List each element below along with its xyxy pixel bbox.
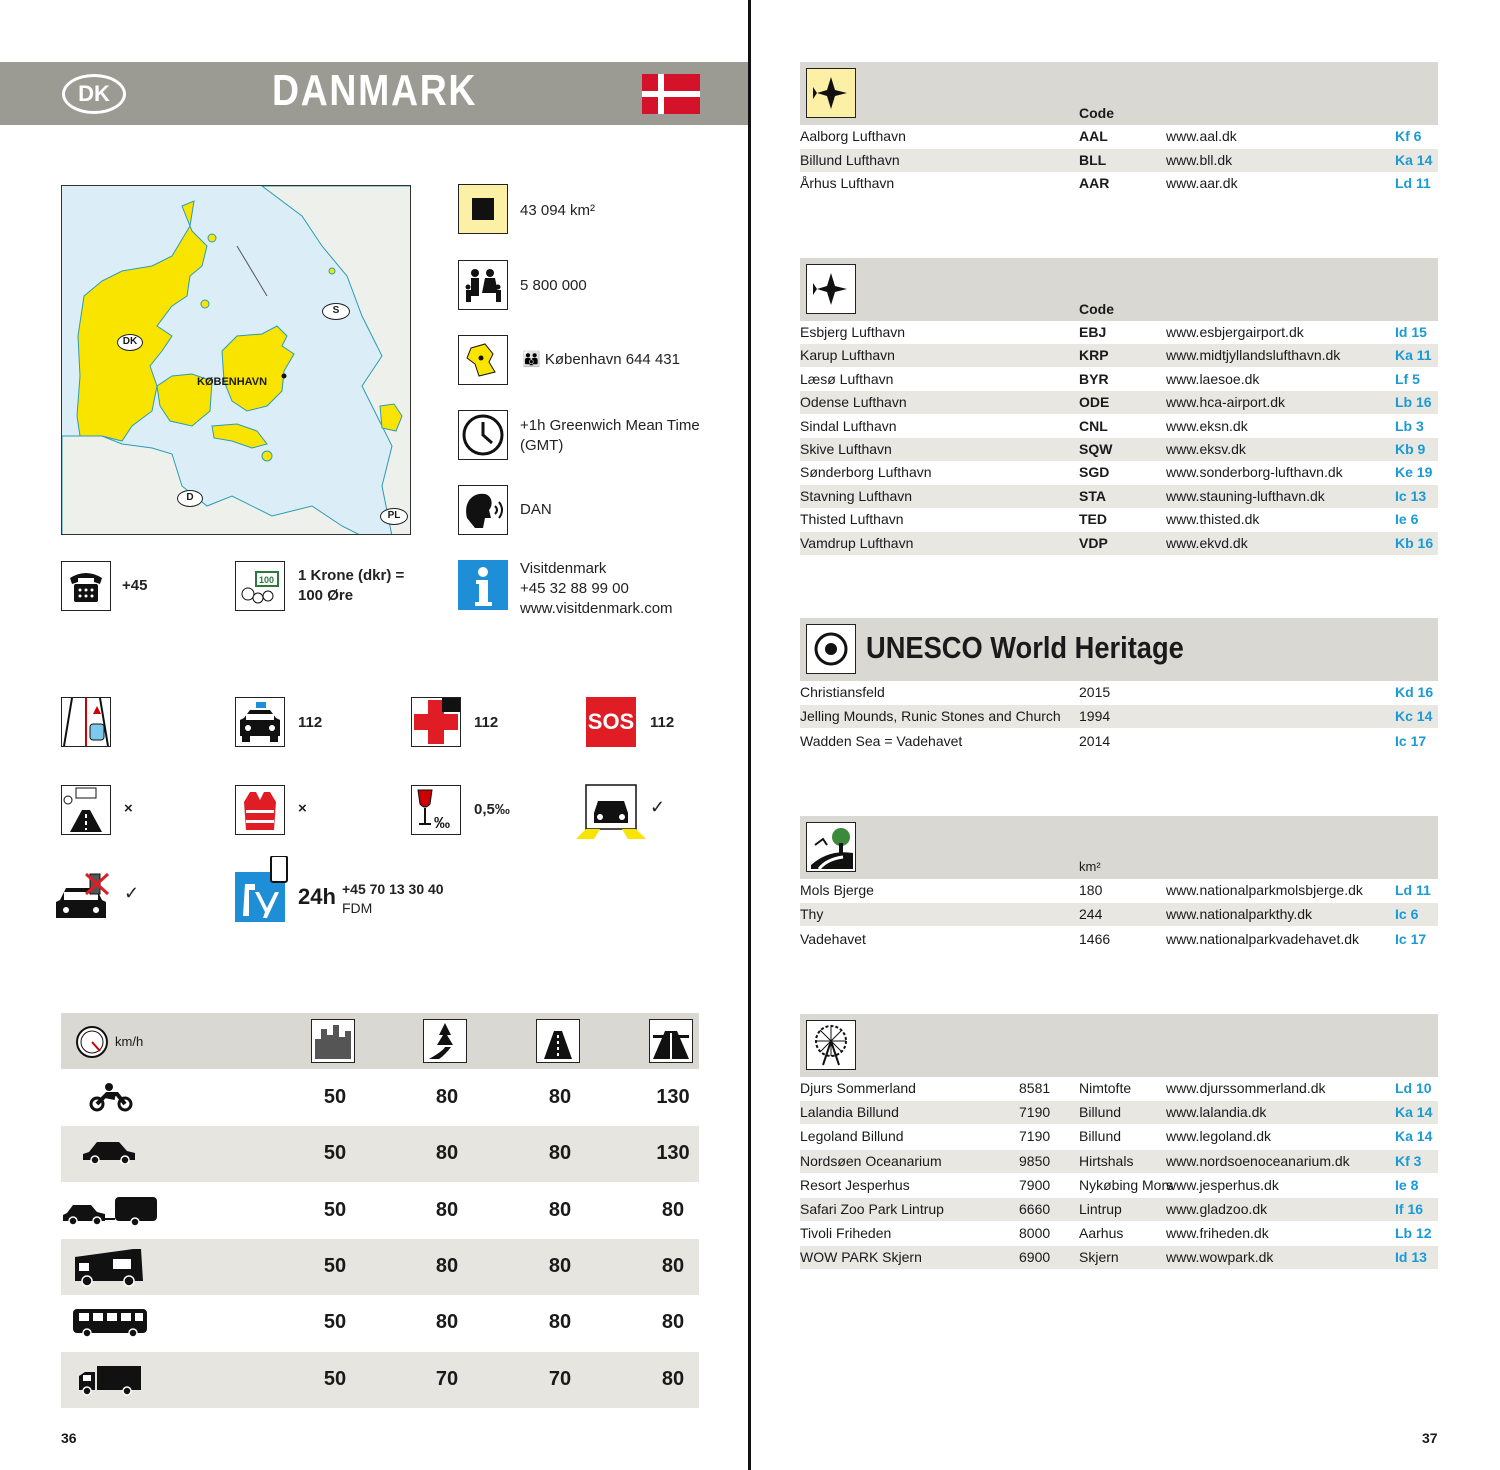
capital-value: 👪 København 644 431 bbox=[522, 351, 680, 368]
area-icon bbox=[458, 184, 508, 234]
table-row bbox=[800, 485, 1438, 508]
attraction-website[interactable]: www.friheden.dk bbox=[1166, 1225, 1269, 1242]
town-name: Billund bbox=[1079, 1128, 1122, 1145]
town-name: Nimtofte bbox=[1079, 1080, 1132, 1096]
speed-limit-value: 80 bbox=[548, 1311, 572, 1334]
table-row bbox=[800, 1101, 1438, 1124]
table-row bbox=[800, 1174, 1438, 1197]
map-reference: Ka 14 bbox=[1395, 151, 1433, 168]
park-website[interactable]: www.nationalparkmolsbjerge.dk bbox=[1166, 882, 1363, 898]
table-row bbox=[800, 928, 1438, 951]
motorway-icon bbox=[649, 1019, 693, 1063]
airport-name: Billund Lufthavn bbox=[800, 151, 900, 168]
map-capital-label: KØBENHAVN bbox=[197, 376, 268, 388]
speed-limit-value: 80 bbox=[661, 1254, 685, 1277]
airport-website[interactable]: www.ekvd.dk bbox=[1166, 534, 1248, 551]
table-row bbox=[800, 879, 1438, 902]
intl-airports-header bbox=[800, 62, 1438, 125]
speed-limit-value: 70 bbox=[548, 1367, 572, 1390]
table-row bbox=[800, 1198, 1438, 1221]
airport-code: CNL bbox=[1079, 417, 1108, 434]
table-row bbox=[800, 149, 1438, 172]
national-parks-header bbox=[800, 816, 1438, 879]
airport-name: Thisted Lufthavn bbox=[800, 511, 904, 528]
attraction-name: Lalandia Billund bbox=[800, 1104, 899, 1121]
airport-website[interactable]: www.aal.dk bbox=[1166, 128, 1237, 144]
heritage-site-name: Christiansfeld bbox=[800, 684, 885, 700]
table-row bbox=[800, 125, 1438, 148]
town-name: Nykøbing Mors bbox=[1079, 1176, 1174, 1193]
town-name: Aarhus bbox=[1079, 1225, 1124, 1242]
postal-code: 7900 bbox=[1019, 1176, 1051, 1193]
attraction-name: Resort Jesperhus bbox=[800, 1176, 910, 1193]
code-column-header: Code bbox=[1079, 301, 1114, 317]
attraction-website[interactable]: www.gladzoo.dk bbox=[1166, 1201, 1268, 1217]
postal-code: 6900 bbox=[1019, 1249, 1051, 1266]
speed-table-row bbox=[61, 1126, 699, 1182]
table-row bbox=[800, 1077, 1438, 1100]
alcohol-limit-icon bbox=[411, 785, 461, 835]
airport-name: Esbjerg Lufthavn bbox=[800, 324, 906, 340]
map-reference: Lb 3 bbox=[1395, 417, 1424, 434]
airport-website[interactable]: www.eksv.dk bbox=[1166, 441, 1246, 457]
svg-text:100: 100 bbox=[259, 575, 275, 585]
sos-icon: SOS bbox=[586, 697, 636, 747]
clock-icon bbox=[458, 410, 508, 460]
map-reference: Lb 12 bbox=[1395, 1225, 1432, 1242]
map-reference: Kf 6 bbox=[1395, 128, 1422, 144]
table-row bbox=[800, 321, 1438, 344]
speed-limit-value: 80 bbox=[661, 1311, 685, 1334]
bus-icon bbox=[71, 1307, 149, 1344]
safety-vest-icon bbox=[235, 785, 285, 835]
table-row bbox=[800, 681, 1438, 704]
table-row bbox=[800, 1125, 1438, 1148]
breakdown-contact bbox=[342, 880, 444, 918]
attraction-website[interactable]: www.wowpark.dk bbox=[1166, 1249, 1274, 1266]
speedometer-icon bbox=[75, 1025, 109, 1059]
map-reference: Ic 6 bbox=[1395, 906, 1419, 923]
airport-name: Århus Lufthavn bbox=[800, 175, 895, 191]
airport-code: VDP bbox=[1079, 534, 1108, 551]
speed-limit-value: 80 bbox=[548, 1142, 572, 1165]
map-reference: Ld 11 bbox=[1395, 175, 1431, 191]
airport-name: Sindal Lufthavn bbox=[800, 417, 897, 434]
phone-ban-icon bbox=[56, 870, 114, 924]
table-row bbox=[800, 532, 1438, 555]
map-reference: Kc 14 bbox=[1395, 708, 1433, 725]
amusement-parks-header bbox=[800, 1014, 1438, 1077]
park-area: 244 bbox=[1079, 906, 1103, 923]
telephone-icon bbox=[61, 561, 111, 611]
map-country-label: DK bbox=[117, 334, 143, 351]
speed-limit-value: 80 bbox=[435, 1311, 459, 1334]
population-icon bbox=[458, 260, 508, 310]
sos-number: 112 bbox=[650, 714, 675, 731]
postal-code: 6660 bbox=[1019, 1201, 1051, 1217]
map-reference: Ic 17 bbox=[1395, 732, 1427, 749]
table-row bbox=[800, 705, 1438, 728]
map-reference: Ic 17 bbox=[1395, 930, 1427, 947]
breakdown-service-icon bbox=[235, 856, 291, 924]
postal-code: 8000 bbox=[1019, 1225, 1051, 1242]
urban-road-icon bbox=[311, 1019, 355, 1063]
airplane-icon bbox=[806, 68, 856, 118]
vest-required: × bbox=[298, 800, 307, 817]
speed-limit-value: 80 bbox=[435, 1142, 459, 1165]
attraction-website[interactable]: www.djurssommerland.dk bbox=[1166, 1080, 1326, 1096]
map-reference: Ka 14 bbox=[1395, 1128, 1433, 1145]
airport-website[interactable]: www.eksn.dk bbox=[1166, 417, 1248, 434]
table-row bbox=[800, 903, 1438, 926]
breakdown-org: FDM bbox=[342, 900, 373, 916]
airport-website[interactable]: www.aar.dk bbox=[1166, 175, 1238, 191]
speed-limit-value: 70 bbox=[435, 1367, 459, 1390]
headlights-icon bbox=[576, 783, 646, 841]
area-value: 43 094 km² bbox=[520, 202, 596, 219]
speed-table-row bbox=[61, 1352, 699, 1408]
speed-limit-value: 80 bbox=[435, 1254, 459, 1277]
police-icon bbox=[235, 697, 285, 747]
airport-website[interactable]: www.hca-airport.dk bbox=[1166, 394, 1286, 411]
postal-code: 7190 bbox=[1019, 1128, 1051, 1145]
unesco-title: UNESCO World Heritage bbox=[866, 630, 1184, 665]
table-row bbox=[800, 415, 1438, 438]
speed-table-row bbox=[61, 1183, 699, 1239]
map-reference: Ld 11 bbox=[1395, 882, 1431, 898]
map-reference: Ic 13 bbox=[1395, 487, 1427, 504]
postal-code: 8581 bbox=[1019, 1080, 1051, 1096]
table-row bbox=[800, 344, 1438, 367]
map-reference: Ka 14 bbox=[1395, 1104, 1433, 1121]
denmark-flag-icon bbox=[642, 74, 700, 114]
code-column-header: Code bbox=[1079, 105, 1114, 121]
airport-code: EBJ bbox=[1079, 324, 1107, 340]
drive-right-icon bbox=[61, 697, 111, 747]
unesco-header bbox=[800, 618, 1438, 681]
airport-name: Aalborg Lufthavn bbox=[800, 128, 906, 144]
map-reference: Kf 3 bbox=[1395, 1152, 1422, 1169]
airport-code: SQW bbox=[1079, 441, 1113, 457]
map-reference: Lb 16 bbox=[1395, 394, 1432, 411]
map-reference: Kb 9 bbox=[1395, 441, 1426, 457]
park-website[interactable]: www.nationalparkthy.dk bbox=[1166, 906, 1313, 923]
speed-limit-value: 50 bbox=[323, 1086, 347, 1108]
ambulance-number: 112 bbox=[474, 714, 499, 731]
table-row bbox=[800, 172, 1438, 195]
heritage-year: 1994 bbox=[1079, 708, 1111, 725]
map-reference: If 16 bbox=[1395, 1201, 1424, 1217]
park-website[interactable]: www.nationalparkvadehavet.dk bbox=[1166, 930, 1360, 947]
airport-website[interactable]: www.stauning-lufthavn.dk bbox=[1166, 487, 1325, 504]
airport-name: Sønderborg Lufthavn bbox=[800, 464, 932, 481]
country-title: DANMARK bbox=[272, 66, 478, 115]
speed-table-header bbox=[61, 1013, 699, 1069]
map-reference: Id 15 bbox=[1395, 324, 1427, 340]
map-graphic bbox=[62, 186, 411, 535]
speed-limit-value: 80 bbox=[548, 1254, 572, 1277]
park-area: 180 bbox=[1079, 882, 1103, 898]
svg-text:‰: ‰ bbox=[434, 815, 450, 832]
park-name: Mols Bjerge bbox=[800, 882, 874, 898]
park-name: Vadehavet bbox=[800, 930, 866, 947]
toll-required: × bbox=[124, 800, 133, 817]
airport-code: BYR bbox=[1079, 370, 1109, 387]
toll-icon bbox=[61, 785, 111, 835]
town-name: Lintrup bbox=[1079, 1201, 1122, 1217]
airport-code: ODE bbox=[1079, 394, 1110, 411]
map-reference: Ie 8 bbox=[1395, 1176, 1419, 1193]
speed-limit-value: 80 bbox=[435, 1198, 459, 1221]
car-icon bbox=[81, 1138, 137, 1169]
postal-code: 7190 bbox=[1019, 1104, 1051, 1121]
population-value: 5 800 000 bbox=[520, 277, 587, 294]
national-park-icon bbox=[806, 822, 856, 872]
currency-icon bbox=[235, 561, 285, 611]
map-reference: Ld 10 bbox=[1395, 1080, 1432, 1096]
headlights-required: ✓ bbox=[650, 797, 666, 817]
heritage-year: 2014 bbox=[1079, 732, 1111, 749]
info-icon bbox=[458, 560, 508, 610]
airport-name: Karup Lufthavn bbox=[800, 347, 895, 364]
table-row bbox=[800, 438, 1438, 461]
language-value: DAN bbox=[520, 501, 552, 518]
speed-limit-value: 50 bbox=[323, 1198, 347, 1221]
airport-website[interactable]: www.midtjyllandslufthavn.dk bbox=[1166, 347, 1341, 364]
attraction-name: Nordsøen Oceanarium bbox=[800, 1152, 942, 1169]
airport-website[interactable]: www.bll.dk bbox=[1166, 151, 1233, 168]
attraction-name: Safari Zoo Park Lintrup bbox=[800, 1201, 944, 1217]
park-area: 1466 bbox=[1079, 930, 1111, 947]
map-reference: Ke 19 bbox=[1395, 464, 1433, 481]
attraction-website[interactable]: www.legoland.dk bbox=[1166, 1128, 1272, 1145]
alcohol-limit-value: 0,5‰ bbox=[474, 801, 510, 818]
map-neighbor-label: D bbox=[177, 490, 203, 507]
table-row bbox=[800, 508, 1438, 531]
language-icon bbox=[458, 485, 508, 535]
breakdown-phone: +45 70 13 30 40 bbox=[342, 881, 444, 897]
airport-website[interactable]: www.esbjergairport.dk bbox=[1166, 324, 1304, 340]
airport-name: Stavning Lufthavn bbox=[800, 487, 913, 504]
speed-table-row bbox=[61, 1295, 699, 1351]
page-number-left: 36 bbox=[61, 1430, 77, 1446]
speed-table-row bbox=[61, 1239, 699, 1295]
map-reference: Kd 16 bbox=[1395, 684, 1434, 700]
capital-icon bbox=[458, 335, 508, 385]
speed-limit-value: 50 bbox=[323, 1254, 347, 1277]
map-reference: Ka 11 bbox=[1395, 347, 1432, 364]
attraction-name: WOW PARK Skjern bbox=[800, 1249, 922, 1266]
airport-name: Vamdrup Lufthavn bbox=[800, 534, 914, 551]
speed-unit: km/h bbox=[115, 1034, 144, 1049]
truck-icon bbox=[77, 1364, 143, 1403]
table-row bbox=[800, 1150, 1438, 1173]
table-row bbox=[800, 1246, 1438, 1269]
airport-website[interactable]: www.thisted.dk bbox=[1166, 511, 1260, 528]
table-row bbox=[800, 368, 1438, 391]
speed-limit-value: 80 bbox=[661, 1198, 685, 1221]
country-map bbox=[61, 185, 411, 535]
airport-code: AAL bbox=[1079, 128, 1108, 144]
motorhome-icon bbox=[73, 1247, 145, 1292]
airport-name: Odense Lufthavn bbox=[800, 394, 907, 411]
airport-website[interactable]: www.laesoe.dk bbox=[1166, 370, 1260, 387]
attraction-website[interactable]: www.jesperhus.dk bbox=[1166, 1176, 1279, 1193]
timezone-value: +1h Greenwich Mean Time (GMT) bbox=[520, 417, 700, 454]
car-trailer-icon bbox=[61, 1195, 159, 1232]
dial-code: +45 bbox=[122, 577, 148, 594]
map-reference: Lf 5 bbox=[1395, 370, 1420, 387]
page-number-right: 37 bbox=[1422, 1430, 1438, 1446]
map-reference: Id 13 bbox=[1395, 1249, 1427, 1266]
ferris-wheel-icon bbox=[806, 1020, 856, 1070]
info-block bbox=[520, 559, 673, 619]
airport-code: KRP bbox=[1079, 347, 1109, 364]
attraction-website[interactable]: www.lalandia.dk bbox=[1166, 1104, 1267, 1121]
page-spine bbox=[748, 0, 751, 1470]
map-reference: Kb 16 bbox=[1395, 534, 1434, 551]
country-road-icon bbox=[423, 1019, 467, 1063]
expressway-icon bbox=[536, 1019, 580, 1063]
airport-website[interactable]: www.sonderborg-lufthavn.dk bbox=[1166, 464, 1343, 481]
table-row bbox=[800, 461, 1438, 484]
info-web[interactable]: www.visitdenmark.com bbox=[520, 600, 673, 617]
town-name: Skjern bbox=[1079, 1249, 1119, 1266]
airport-code: STA bbox=[1079, 487, 1106, 504]
speed-limit-value: 130 bbox=[656, 1086, 690, 1108]
info-phone: +45 32 88 99 00 bbox=[520, 580, 629, 597]
town-name: Billund bbox=[1079, 1104, 1122, 1121]
airport-code: AAR bbox=[1079, 175, 1110, 191]
speed-limit-value: 50 bbox=[323, 1142, 347, 1165]
postal-code: 9850 bbox=[1019, 1152, 1051, 1169]
police-number: 112 bbox=[298, 714, 323, 731]
attraction-name: Tivoli Friheden bbox=[800, 1225, 892, 1242]
motorcycle-icon bbox=[89, 1082, 133, 1117]
table-row bbox=[800, 391, 1438, 414]
map-reference: Ie 6 bbox=[1395, 511, 1419, 528]
table-row bbox=[800, 730, 1438, 753]
table-row bbox=[800, 1222, 1438, 1245]
speed-table-row bbox=[61, 1070, 699, 1126]
park-name: Thy bbox=[800, 906, 824, 923]
country-badge: DK bbox=[62, 74, 126, 114]
airplane-icon bbox=[806, 264, 856, 314]
speed-limit-value: 50 bbox=[323, 1367, 347, 1390]
heritage-site-name: Jelling Mounds, Runic Stones and Church bbox=[800, 708, 1061, 725]
speed-limit-value: 130 bbox=[656, 1142, 690, 1165]
speed-limit-value: 80 bbox=[435, 1086, 459, 1108]
people-icon: 👪 bbox=[522, 351, 545, 368]
target-icon bbox=[806, 624, 856, 674]
ambulance-icon bbox=[411, 697, 461, 747]
airport-name: Skive Lufthavn bbox=[800, 441, 892, 457]
area-column-header: km² bbox=[1079, 859, 1101, 874]
regional-airports-header bbox=[800, 258, 1438, 321]
airport-code: SGD bbox=[1079, 464, 1110, 481]
speed-limit-value: 50 bbox=[323, 1311, 347, 1334]
speed-limit-value: 80 bbox=[661, 1367, 685, 1390]
breakdown-hours: 24h bbox=[298, 884, 336, 909]
heritage-year: 2015 bbox=[1079, 684, 1111, 700]
phone-ban-value: ✓ bbox=[124, 883, 140, 903]
info-name: Visitdenmark bbox=[520, 560, 607, 577]
speed-limit-value: 80 bbox=[548, 1086, 572, 1108]
speed-limit-value: 80 bbox=[548, 1198, 572, 1221]
map-neighbor-label: PL bbox=[380, 508, 408, 525]
airport-code: TED bbox=[1079, 511, 1107, 528]
attraction-website[interactable]: www.nordsoenoceanarium.dk bbox=[1166, 1152, 1350, 1169]
town-name: Hirtshals bbox=[1079, 1152, 1134, 1169]
attraction-name: Legoland Billund bbox=[800, 1128, 904, 1145]
airport-name: Læsø Lufthavn bbox=[800, 370, 894, 387]
currency-value: 1 Krone (dkr) = 100 Øre bbox=[298, 567, 405, 604]
attraction-name: Djurs Sommerland bbox=[800, 1080, 916, 1096]
airport-code: BLL bbox=[1079, 151, 1107, 168]
map-neighbor-label: S bbox=[322, 303, 350, 320]
heritage-site-name: Wadden Sea = Vadehavet bbox=[800, 732, 963, 749]
